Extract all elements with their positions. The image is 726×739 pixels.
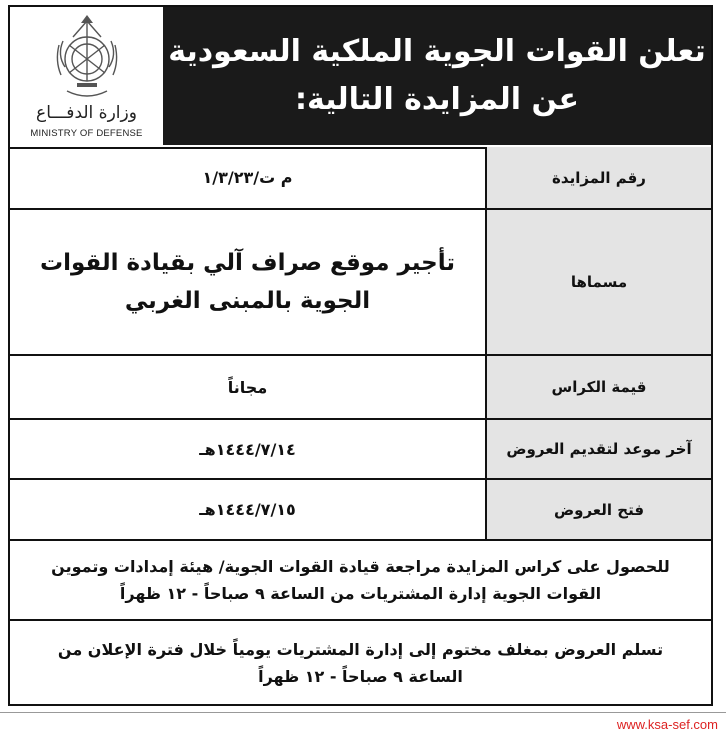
row-bid-opening bbox=[10, 480, 711, 541]
row-value: ١٤٤٤/٧/١٤هـ bbox=[199, 439, 296, 459]
advertisement bbox=[8, 5, 713, 706]
row-label: آخر موعد لتقديم العروض bbox=[485, 420, 711, 478]
row-value: ١٤٤٤/٧/١٥هـ bbox=[199, 500, 296, 519]
logo-english-text: MINISTRY OF DEFENSE bbox=[30, 128, 143, 139]
row-label: قيمة الكراس bbox=[485, 356, 711, 418]
row-auction-title bbox=[10, 210, 711, 356]
note-line: القوات الجوية إدارة المشتريات من الساعة ٩ صباحاً - ١٢ ظهراً bbox=[119, 584, 602, 603]
logo-arabic-text: وزارة الدفـــاع bbox=[36, 103, 137, 123]
row-value: مجاناً bbox=[227, 377, 268, 397]
ministry-emblem-icon bbox=[47, 15, 127, 101]
title-line-2: عن المزايدة التالية: bbox=[294, 82, 580, 117]
title-banner bbox=[163, 7, 711, 145]
ministry-logo bbox=[10, 7, 163, 145]
title-value-line-1: تأجير موقع صراف آلي بقيادة القوات bbox=[39, 250, 456, 276]
note-booklet bbox=[10, 541, 711, 621]
title-line-1: تعلن القوات الجوية الملكية السعودية bbox=[168, 34, 706, 69]
note-line: للحصول على كراس المزايدة مراجعة قيادة القوات الجوية/ هيئة إمدادات وتموين bbox=[51, 557, 670, 576]
row-value: م ت/١/٣/٢٣ bbox=[202, 168, 293, 187]
note-line: تسلم العروض بمغلف مختوم إلى إدارة المشتريات يومياً خلال فترة الإعلان من bbox=[57, 639, 664, 659]
title-value-line-2: الجوية بالمبنى الغربي bbox=[124, 288, 371, 314]
note-line: الساعة ٩ صباحاً - ١٢ ظهراً bbox=[258, 666, 463, 686]
row-auction-number bbox=[10, 147, 711, 210]
row-label: فتح العروض bbox=[485, 480, 711, 539]
website-link[interactable]: www.ksa-sef.com bbox=[616, 717, 718, 732]
row-booklet-price bbox=[10, 356, 711, 420]
header bbox=[10, 7, 711, 149]
row-value bbox=[10, 210, 485, 354]
divider bbox=[0, 712, 726, 713]
row-label: رقم المزايدة bbox=[485, 147, 711, 208]
note-submission bbox=[10, 621, 711, 704]
row-label: مسماها bbox=[485, 210, 711, 354]
row-submission-deadline bbox=[10, 420, 711, 480]
